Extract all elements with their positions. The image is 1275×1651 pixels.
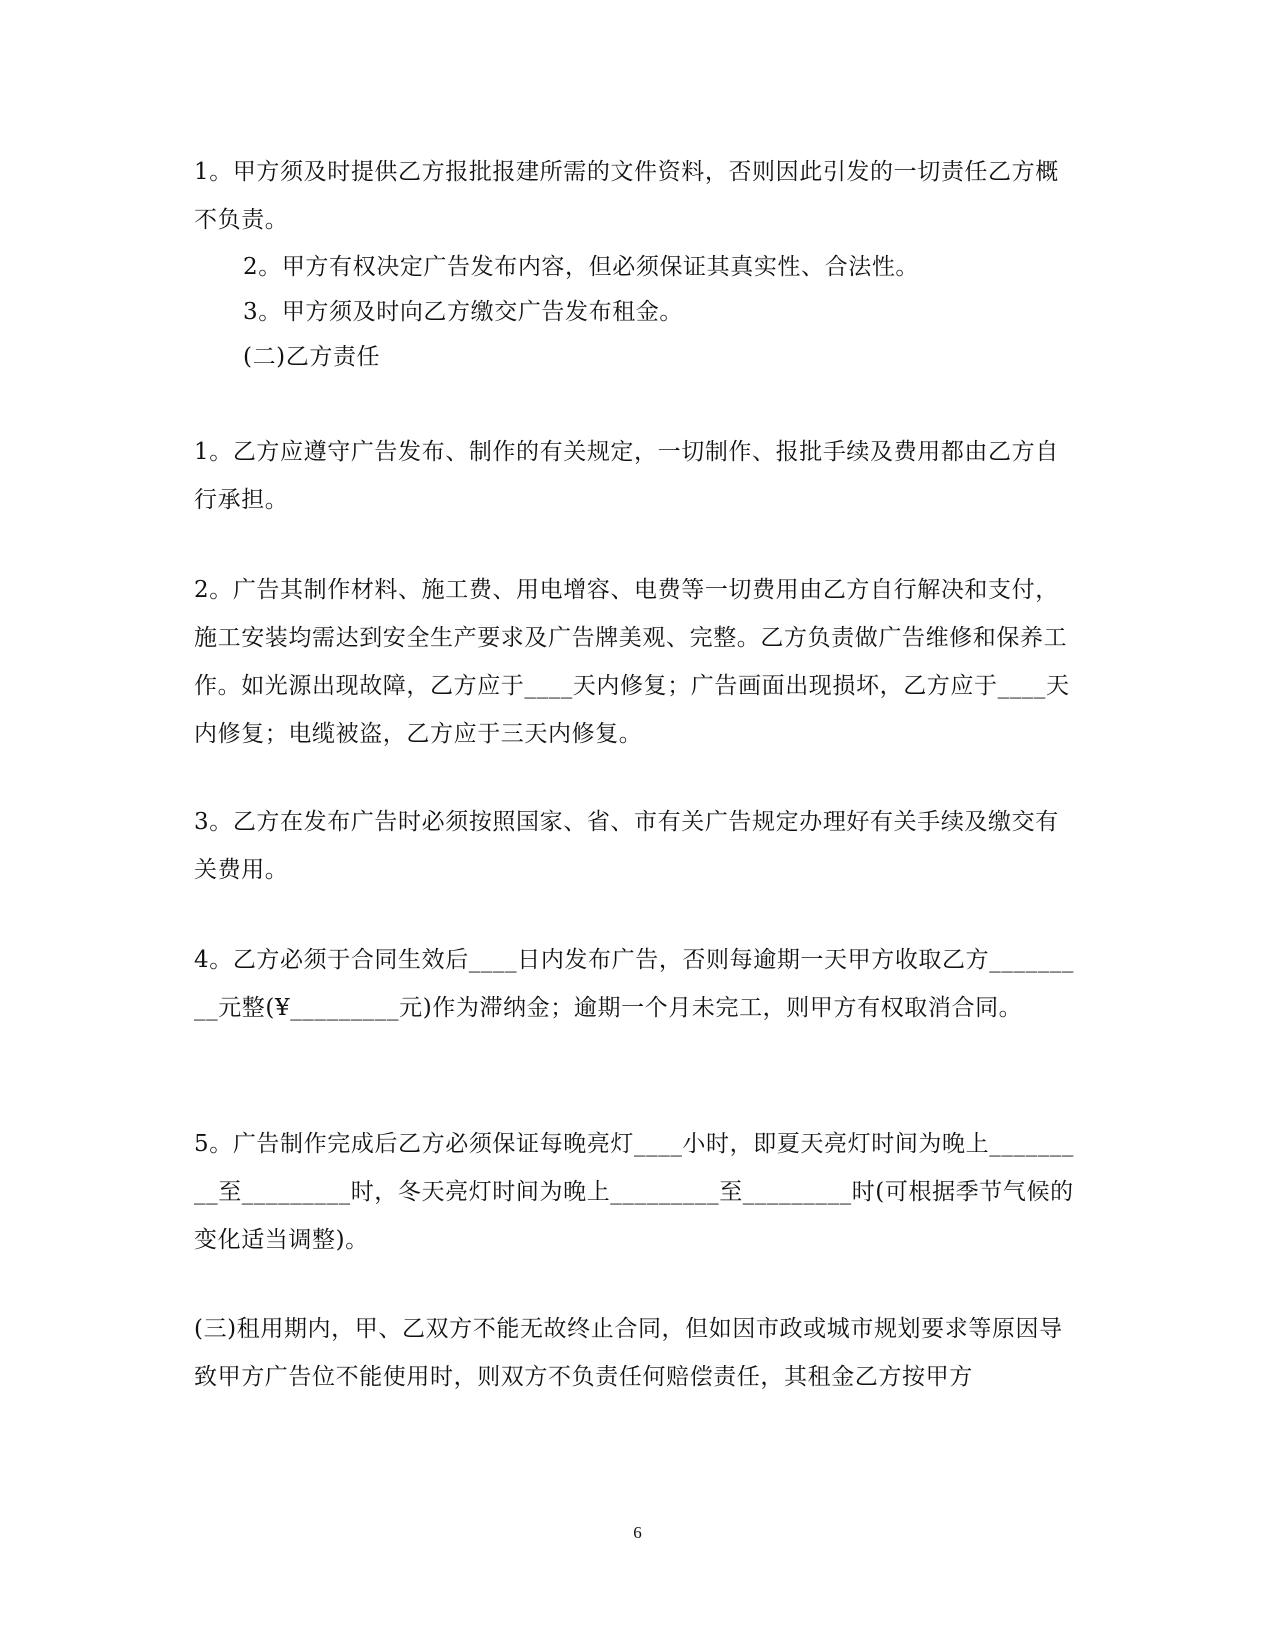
paragraph-party-b-4: 4。乙方必须于合同生效后____日内发布广告，否则每逾期一天甲方收取乙方_________元整(¥_________元)作为滞纳金；逾期一个月未完工，则甲方有权取消合同。 xyxy=(194,947,1074,1021)
section-heading-party-b: (二)乙方责任 xyxy=(243,344,381,370)
paragraph-party-b-1: 1。乙方应遵守广告发布、制作的有关规定，一切制作、报批手续及费用都由乙方自行承担。 xyxy=(194,439,1059,513)
paragraph-party-b-2: 2。广告其制作材料、施工费、用电增容、电费等一切费用由乙方自行解决和支付，施工安装均需达到安全生产要求及广告牌美观、完整。乙方负责做广告维修和保养工作。如光源出现故障，乙方应于____天内修复；广告画面出现损坏，乙方应于____天内修复；电缆被盗，乙方应于三天内修复。 xyxy=(194,577,1070,747)
paragraph-party-a-2: 2。甲方有权决定广告发布内容，但必须保证其真实性、合法性。 xyxy=(243,254,920,280)
page-number: 6 xyxy=(633,1523,642,1542)
paragraph-section-three: (三)租用期内，甲、乙双方不能无故终止合同，但如因市政或城市规划要求等原因导致甲方广告位不能使用时，则双方不负责任何赔偿责任，其租金乙方按甲方 xyxy=(194,1316,1063,1390)
paragraph-party-b-3: 3。乙方在发布广告时必须按照国家、省、市有关广告规定办理好有关手续及缴交有关费用。 xyxy=(194,809,1059,883)
paragraph-party-b-5: 5。广告制作完成后乙方必须保证每晚亮灯____小时，即夏天亮灯时间为晚上_________至_________时，冬天亮灯时间为晚上_________至_________时(可根据季节气候的变化适当调整)。 xyxy=(194,1131,1074,1253)
paragraph-party-a-3: 3。甲方须及时向乙方缴交广告发布租金。 xyxy=(243,299,684,325)
paragraph-party-a-1: 1。甲方须及时提供乙方报批报建所需的文件资料，否则因此引发的一切责任乙方概不负责。 xyxy=(194,159,1059,233)
